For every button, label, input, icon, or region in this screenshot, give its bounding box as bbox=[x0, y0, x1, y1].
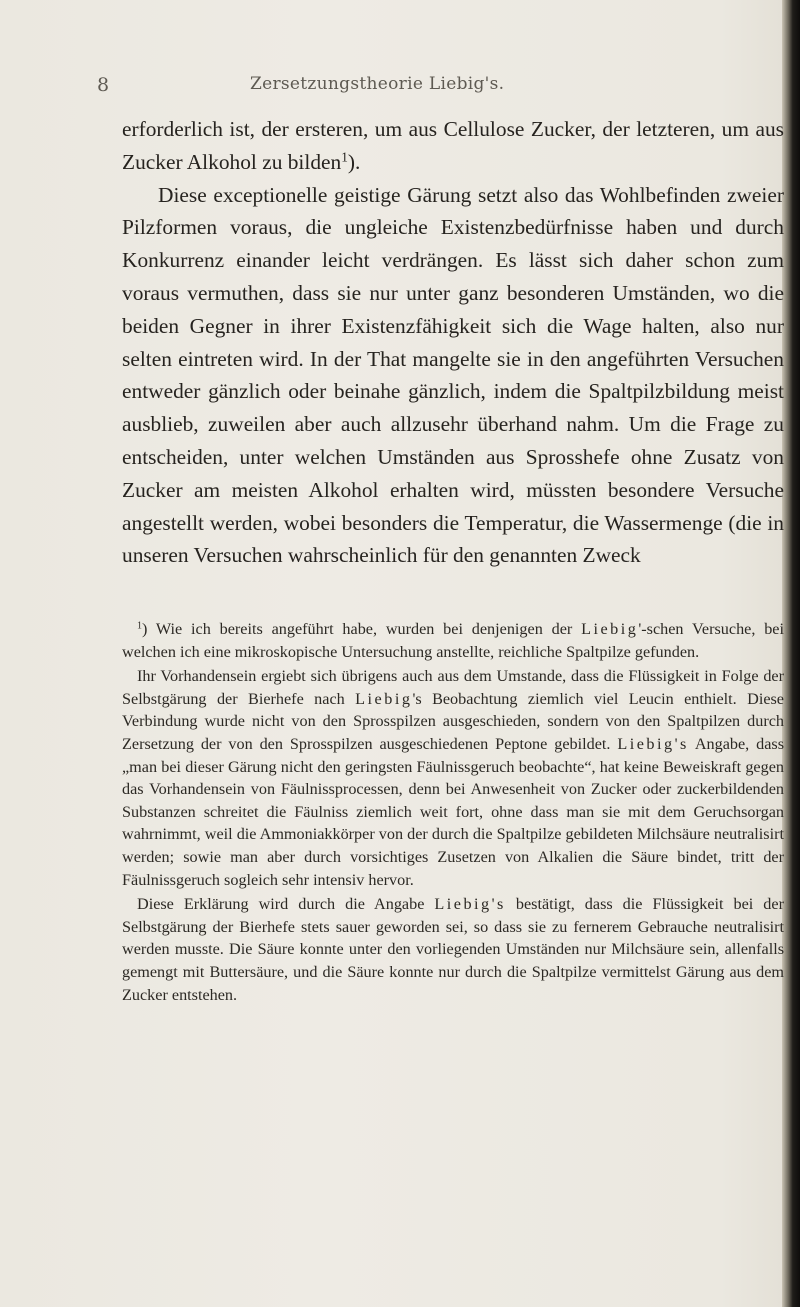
main-text bbox=[122, 113, 784, 572]
footnote-reference: 1 bbox=[341, 149, 348, 165]
footnote-text: Ihr Vorhandensein ergiebt sich übrigens auch aus dem Umstande, dass die Flüssigkeit in Folge der Selbstgärung der Bierhefe nach bbox=[122, 667, 784, 708]
paragraph-text: erforderlich ist, der ersteren, um aus Cellulose Zucker, der letzteren, um aus Zucker Alkohol zu bilden bbox=[122, 117, 784, 174]
author-name: Liebig's bbox=[617, 734, 689, 753]
author-name: Liebig bbox=[355, 689, 413, 708]
running-title: Zersetzungstheorie Liebig's. bbox=[250, 74, 505, 94]
footnote-text: Diese Erklärung wird durch die Angabe bbox=[137, 895, 435, 914]
footnote-text: bestätigt, dass die Flüssigkeit bei der Selbstgärung der Bierhefe stets sauer geworden sei, so dass sie zu fernerem Gebrauche neutralisirt werden musste. Die Säure konnte unter den vorliegenden Umständen nur Milchsäure sein, allenfalls gemengt mit Buttersäure, und die Säure konnte nur durch die Spaltpilze vermittelst Gärung aus dem Zucker entstehen. bbox=[122, 895, 784, 1004]
footnote-paragraph bbox=[122, 665, 784, 891]
author-name: Liebig's bbox=[434, 895, 506, 914]
footnotes bbox=[122, 618, 784, 1006]
page-number: 8 bbox=[97, 74, 110, 96]
footnote-mark: 1 bbox=[137, 620, 143, 632]
footnote-1 bbox=[122, 618, 784, 663]
footnote-text: Angabe, dass „man bei dieser Gärung nicht den geringsten Fäulnissgeruch beobachte“, hat keine Beweiskraft gegen das Vorhandensein von Fäulnissprocessen, denn bei Anwesenheit von Zucker oder zuckerbildenden Substanzen schreitet die Fäulniss ziemlich weit fort, ohne dass man sie mit dem Geruchsorgan wahrnimmt, weil die Ammoniakkörper von der durch die Spaltpilze gebildeten Milchsäure neutralisirt werden; sowie man aber durch vorsichtiges Zusetzen von Alkalien die Säure bindet, tritt der Fäulnissgeruch sogleich sehr intensiv hervor. bbox=[122, 734, 784, 889]
paragraph: Diese exceptionelle geistige Gärung setzt also das Wohlbefinden zweier Pilzformen voraus, die ungleiche Existenzbedürfnisse haben und durch Konkurrenz einander leicht verdrängen. Es lässt sich daher schon zum voraus vermuthen, dass sie nur unter ganz besonderen Umständen, wo die beiden Gegner in ihrer Existenzfähigkeit sich die Wage halten, also nur selten eintreten wird. In der That mangelte sie in den angeführten Versuchen entweder gänzlich oder beinahe gänzlich, indem die Spaltpilzbildung meist ausblieb, zuweilen aber auch allzusehr überhand nahm. Um die Frage zu entscheiden, unter welchen Umständen aus Sprosshefe ohne Zusatz von Zucker am meisten Alkohol erhalten wird, müssten besondere Versuche angestellt werden, wobei besonders die Temperatur, die Wassermenge (die in unseren Versuchen wahrscheinlich für den genannten Zweck bbox=[122, 182, 784, 568]
page-binding-edge bbox=[782, 0, 800, 1307]
footnote-text: ) Wie ich bereits angeführt habe, wurden bei denjenigen der bbox=[142, 620, 582, 638]
footnote-text: 's Beobachtung ziemlich viel Leucin enthielt. Diese Verbindung wurde nicht von den Sprosspilzen ausgeschieden, sondern von den Spaltpilzen durch Zersetzung der von den Sprosspilzen ausgeschiedenen Peptone gebildet. bbox=[122, 689, 784, 753]
footnote-text: '-schen Versuche, bei welchen ich eine mikroskopische Untersuchung anstellte, reichliche Spaltpilze gefunden. bbox=[122, 620, 784, 661]
paragraph-text-end: ). bbox=[347, 149, 361, 174]
author-name: Liebig bbox=[581, 620, 639, 638]
paragraph-continued bbox=[122, 113, 784, 179]
footnote-paragraph bbox=[122, 893, 784, 1006]
